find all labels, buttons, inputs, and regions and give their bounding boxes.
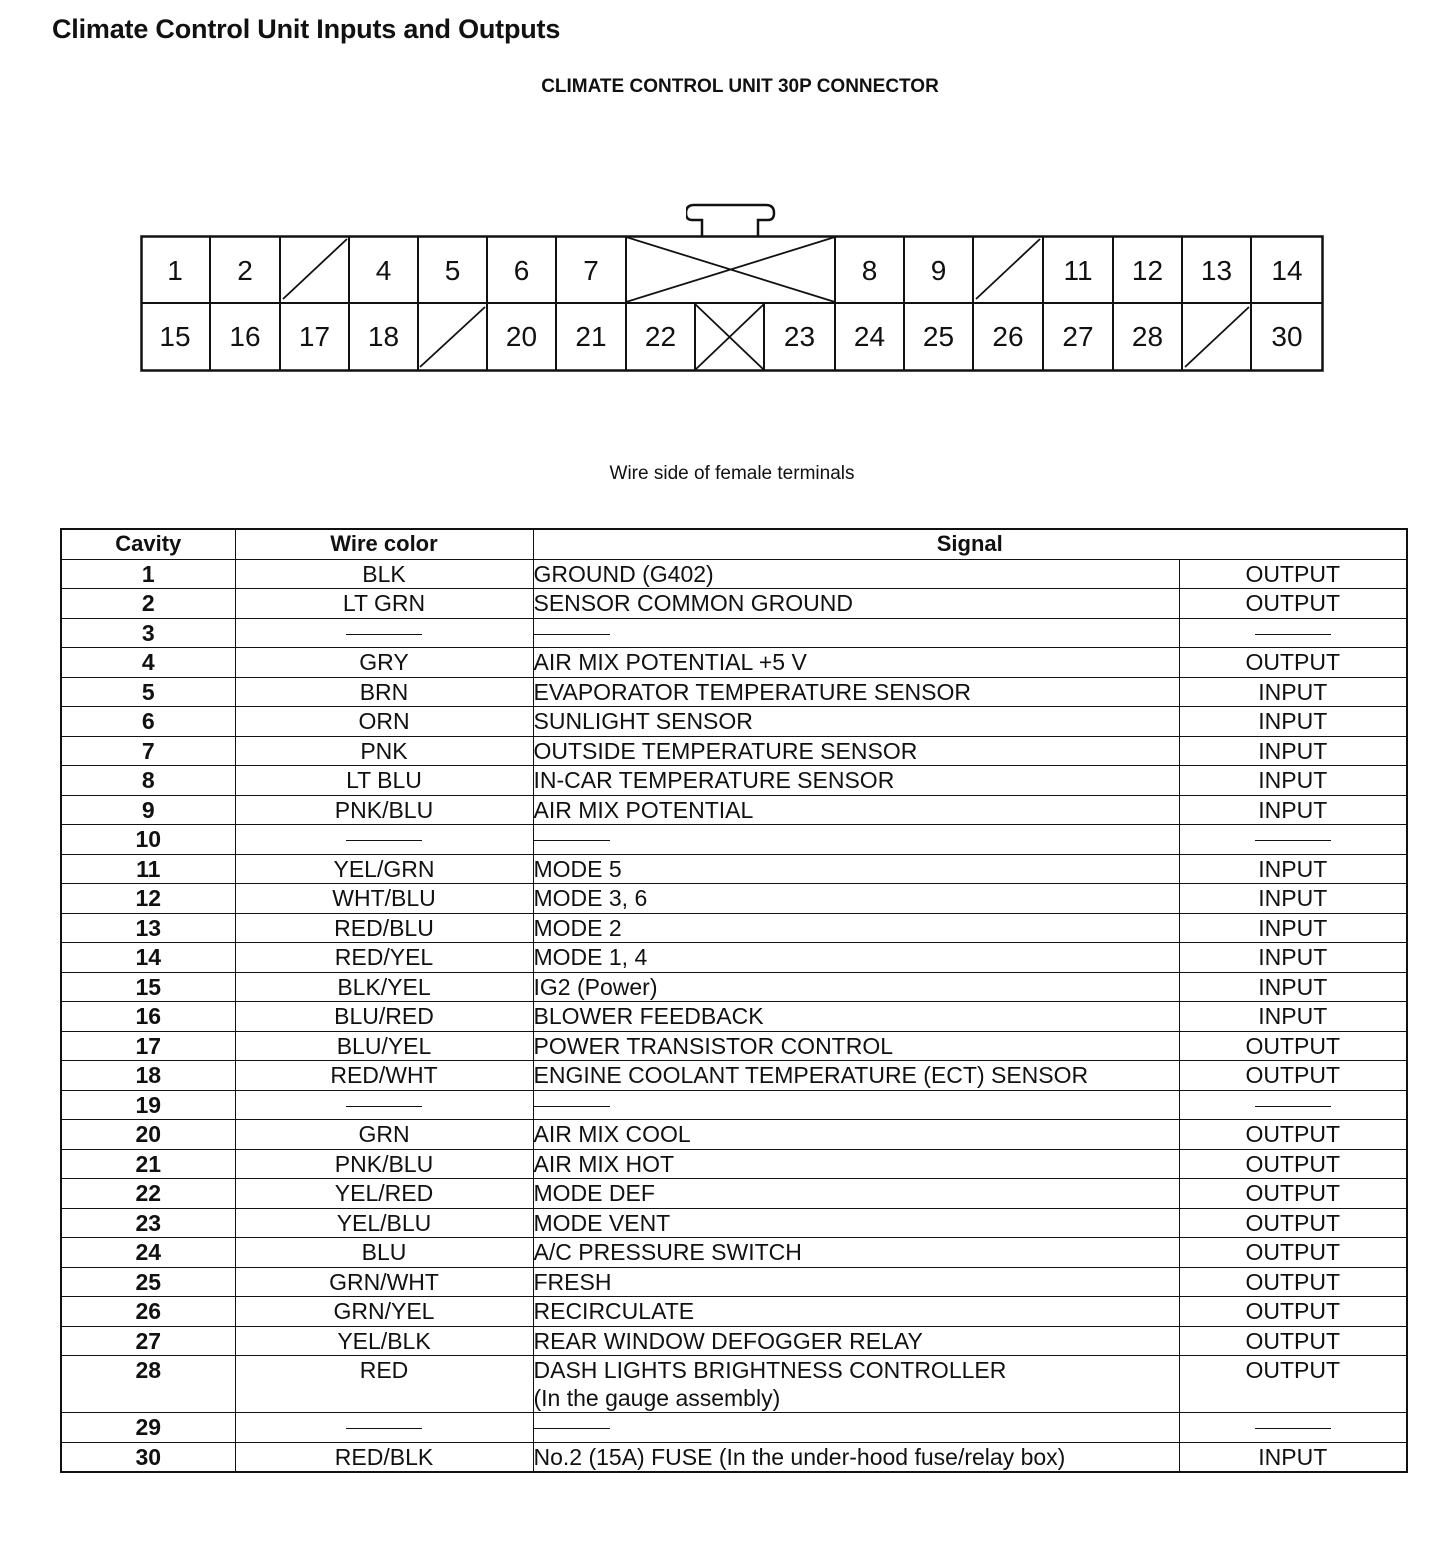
cavity-cell: 30	[61, 1442, 235, 1472]
signal-cell	[533, 1267, 1179, 1297]
signal-text: MODE 5	[533, 855, 622, 882]
cavity-cell: 21	[61, 1149, 235, 1179]
io-cell: OUTPUT	[1179, 1149, 1407, 1179]
cavity-cell: 8	[61, 766, 235, 796]
pin-23: 23	[783, 321, 816, 352]
table-row	[61, 1031, 1407, 1061]
pin-24: 24	[853, 321, 886, 352]
io-cell: OUTPUT	[1179, 559, 1407, 589]
signal-text: No.2 (15A) FUSE (In the under-hood fuse/relay box)	[533, 1443, 1066, 1470]
wire-color-cell: RED/BLU	[235, 913, 533, 943]
io-cell: OUTPUT	[1179, 648, 1407, 678]
pin-13: 13	[1200, 255, 1233, 286]
wire-color-cell: RED/WHT	[235, 1061, 533, 1091]
signal-text: IN-CAR TEMPERATURE SENSOR	[533, 767, 895, 793]
signal-text: POWER TRANSISTOR CONTROL	[533, 1032, 894, 1059]
table-row	[61, 559, 1407, 589]
table-row	[61, 1442, 1407, 1472]
cavity-cell: 12	[61, 884, 235, 914]
pin-7: 7	[583, 255, 599, 286]
header-signal: Signal	[533, 529, 1407, 559]
wire-color-cell: BRN	[235, 677, 533, 707]
cavity-cell: 13	[61, 913, 235, 943]
pin-15: 15	[159, 321, 191, 352]
signal-cell	[533, 884, 1179, 914]
unused-dash	[1255, 840, 1331, 841]
cavity-cell: 24	[61, 1238, 235, 1268]
cavity-cell: 14	[61, 943, 235, 973]
cavity-cell: 22	[61, 1179, 235, 1209]
signal-cell	[533, 707, 1179, 737]
signal-text: SENSOR COMMON GROUND	[533, 590, 853, 616]
pin-26: 26	[992, 321, 1024, 352]
signal-cell	[533, 1179, 1179, 1209]
cavity-cell: 9	[61, 795, 235, 825]
signal-cell	[533, 825, 1179, 855]
signal-text: SUNLIGHT SENSOR	[533, 708, 753, 734]
pin-30: 30	[1271, 321, 1303, 352]
table-row	[61, 1061, 1407, 1091]
wire-color-cell	[235, 825, 533, 855]
pin-6: 6	[513, 255, 530, 286]
cavity-cell: 4	[61, 648, 235, 678]
cavity-cell: 10	[61, 825, 235, 855]
table-row	[61, 618, 1407, 648]
io-cell: INPUT	[1179, 677, 1407, 707]
io-cell: OUTPUT	[1179, 1297, 1407, 1327]
io-cell: OUTPUT	[1179, 589, 1407, 619]
signal-cell	[533, 1442, 1179, 1472]
pin-22: 22	[644, 321, 677, 352]
signal-cell	[533, 618, 1179, 648]
unused-dash	[346, 840, 422, 841]
cavity-cell: 6	[61, 707, 235, 737]
table-row	[61, 943, 1407, 973]
signal-text: GROUND (G402)	[533, 560, 714, 587]
signal-text: MODE VENT	[533, 1209, 671, 1236]
signal-cell	[533, 1238, 1179, 1268]
cavity-cell: 15	[61, 972, 235, 1002]
pin-1: 1	[167, 255, 183, 286]
io-cell: OUTPUT	[1179, 1267, 1407, 1297]
table-row	[61, 1297, 1407, 1327]
io-cell: INPUT	[1179, 1002, 1407, 1032]
cavity-cell: 18	[61, 1061, 235, 1091]
table-row	[61, 1149, 1407, 1179]
io-cell: INPUT	[1179, 1442, 1407, 1472]
signal-cell	[533, 1090, 1179, 1120]
signal-cell	[533, 913, 1179, 943]
io-cell	[1179, 618, 1407, 648]
table-row	[61, 913, 1407, 943]
wire-color-cell: BLK/YEL	[235, 972, 533, 1002]
table-row	[61, 1002, 1407, 1032]
io-cell: INPUT	[1179, 943, 1407, 973]
wire-color-cell: BLK	[235, 559, 533, 589]
io-cell: INPUT	[1179, 972, 1407, 1002]
signal-text: IG2 (Power)	[533, 973, 658, 1000]
io-cell: OUTPUT	[1179, 1031, 1407, 1061]
unused-dash	[534, 634, 610, 635]
wire-color-cell: GRN/YEL	[235, 1297, 533, 1327]
unused-dash	[534, 1106, 610, 1107]
signal-cell	[533, 1149, 1179, 1179]
signal-cell	[533, 1326, 1179, 1356]
unused-dash	[346, 1428, 422, 1429]
signal-text: AIR MIX COOL	[533, 1121, 691, 1147]
signal-cell	[533, 559, 1179, 589]
wire-color-cell: YEL/RED	[235, 1179, 533, 1209]
wire-color-cell	[235, 1413, 533, 1443]
table-row	[61, 825, 1407, 855]
signal-text: AIR MIX POTENTIAL +5 V	[533, 649, 807, 675]
wire-color-cell: RED	[235, 1356, 533, 1413]
wire-color-cell: BLU	[235, 1238, 533, 1268]
table-row	[61, 854, 1407, 884]
table-row	[61, 1238, 1407, 1268]
pin-11: 11	[1063, 255, 1093, 286]
pin-21: 21	[575, 321, 607, 352]
cavity-cell: 26	[61, 1297, 235, 1327]
signal-cell	[533, 766, 1179, 796]
wire-color-cell: GRY	[235, 648, 533, 678]
signal-cell	[533, 589, 1179, 619]
unused-dash	[346, 634, 422, 635]
io-cell: OUTPUT	[1179, 1208, 1407, 1238]
signal-text: REAR WINDOW DEFOGGER RELAY	[533, 1327, 923, 1354]
page-title: Climate Control Unit Inputs and Outputs	[52, 14, 561, 44]
unused-dash	[534, 1428, 610, 1429]
io-cell: INPUT	[1179, 913, 1407, 943]
io-cell	[1179, 825, 1407, 855]
signal-text: OUTSIDE TEMPERATURE SENSOR	[533, 737, 918, 764]
pinout-table-body	[61, 559, 1407, 1472]
signal-text: RECIRCULATE	[533, 1298, 695, 1324]
signal-cell	[533, 795, 1179, 825]
wire-color-cell: WHT/BLU	[235, 884, 533, 914]
connector-caption: Wire side of female terminals	[609, 463, 855, 484]
wire-color-cell: YEL/BLU	[235, 1208, 533, 1238]
table-row	[61, 1120, 1407, 1150]
io-cell	[1179, 1413, 1407, 1443]
unused-dash	[1255, 634, 1331, 635]
pin-28: 28	[1131, 321, 1164, 352]
table-row	[61, 972, 1407, 1002]
wire-color-cell: BLU/RED	[235, 1002, 533, 1032]
pin-25: 25	[922, 321, 955, 352]
cavity-cell: 1	[61, 559, 235, 589]
cavity-cell: 27	[61, 1326, 235, 1356]
header-cavity: Cavity	[61, 529, 235, 559]
signal-cell	[533, 854, 1179, 884]
table-row	[61, 884, 1407, 914]
pin-2: 2	[237, 255, 253, 286]
io-cell: INPUT	[1179, 707, 1407, 737]
io-cell: OUTPUT	[1179, 1326, 1407, 1356]
table-row	[61, 736, 1407, 766]
io-cell: INPUT	[1179, 854, 1407, 884]
table-row	[61, 1413, 1407, 1443]
pin-12: 12	[1131, 255, 1164, 286]
unused-dash	[1255, 1106, 1331, 1107]
signal-cell	[533, 943, 1179, 973]
wire-color-cell: YEL/BLK	[235, 1326, 533, 1356]
signal-text: ENGINE COOLANT TEMPERATURE (ECT) SENSOR	[533, 1062, 1089, 1088]
signal-text-line2: (In the gauge assembly)	[533, 1385, 781, 1411]
table-row	[61, 707, 1407, 737]
io-cell	[1179, 1090, 1407, 1120]
signal-cell	[533, 1356, 1179, 1413]
header-wire-color: Wire color	[235, 529, 533, 559]
cavity-cell: 19	[61, 1090, 235, 1120]
cavity-cell: 5	[61, 677, 235, 707]
table-row	[61, 677, 1407, 707]
signal-text: MODE DEF	[533, 1180, 655, 1206]
io-cell: OUTPUT	[1179, 1356, 1407, 1413]
pin-5: 5	[444, 255, 461, 286]
signal-cell	[533, 1061, 1179, 1091]
signal-text: MODE 1, 4	[533, 944, 648, 970]
table-row	[61, 1326, 1407, 1356]
wire-color-cell	[235, 1090, 533, 1120]
table-row	[61, 648, 1407, 678]
pin-4: 4	[375, 255, 392, 286]
pin-20: 20	[505, 321, 538, 352]
table-row	[61, 1208, 1407, 1238]
wire-color-cell: RED/BLK	[235, 1442, 533, 1472]
signal-text: A/C PRESSURE SWITCH	[533, 1239, 802, 1265]
unused-dash	[534, 840, 610, 841]
signal-text: EVAPORATOR TEMPERATURE SENSOR	[533, 678, 972, 705]
wire-color-cell: LT BLU	[235, 766, 533, 796]
pin-16: 16	[229, 321, 261, 352]
io-cell: OUTPUT	[1179, 1179, 1407, 1209]
signal-text: DASH LIGHTS BRIGHTNESS CONTROLLER	[533, 1357, 1007, 1383]
wire-color-cell: PNK/BLU	[235, 1149, 533, 1179]
pin-27: 27	[1062, 321, 1094, 352]
wire-color-cell: YEL/GRN	[235, 854, 533, 884]
pin-18: 18	[367, 321, 400, 352]
signal-text: MODE 3, 6	[533, 885, 648, 911]
io-cell: INPUT	[1179, 795, 1407, 825]
cavity-cell: 7	[61, 736, 235, 766]
wire-color-cell: GRN	[235, 1120, 533, 1150]
connector-title: CLIMATE CONTROL UNIT 30P CONNECTOR	[541, 76, 939, 97]
pin-14: 14	[1271, 255, 1303, 286]
io-cell: INPUT	[1179, 766, 1407, 796]
wire-color-cell: ORN	[235, 707, 533, 737]
signal-cell	[533, 972, 1179, 1002]
cavity-cell: 25	[61, 1267, 235, 1297]
table-row	[61, 766, 1407, 796]
cavity-cell: 3	[61, 618, 235, 648]
table-row	[61, 795, 1407, 825]
unused-dash	[346, 1106, 422, 1107]
cavity-cell: 29	[61, 1413, 235, 1443]
cavity-cell: 16	[61, 1002, 235, 1032]
signal-text: FRESH	[533, 1268, 612, 1295]
signal-text: MODE 2	[533, 914, 622, 941]
io-cell: OUTPUT	[1179, 1120, 1407, 1150]
cavity-cell: 2	[61, 589, 235, 619]
pin-17: 17	[298, 321, 331, 352]
wire-color-cell: LT GRN	[235, 589, 533, 619]
signal-text: AIR MIX HOT	[533, 1150, 675, 1177]
io-cell: INPUT	[1179, 884, 1407, 914]
wire-color-cell: BLU/YEL	[235, 1031, 533, 1061]
wire-color-cell: GRN/WHT	[235, 1267, 533, 1297]
wire-color-cell: PNK	[235, 736, 533, 766]
cavity-cell: 17	[61, 1031, 235, 1061]
table-row	[61, 1179, 1407, 1209]
io-cell: OUTPUT	[1179, 1061, 1407, 1091]
wire-color-cell: RED/YEL	[235, 943, 533, 973]
table-row	[61, 1356, 1407, 1413]
table-header-row	[61, 529, 1407, 559]
cavity-cell: 11	[61, 854, 235, 884]
signal-cell	[533, 648, 1179, 678]
wire-color-cell: PNK/BLU	[235, 795, 533, 825]
signal-cell	[533, 736, 1179, 766]
signal-cell	[533, 1297, 1179, 1327]
wire-color-cell	[235, 618, 533, 648]
pin-9: 9	[930, 255, 947, 286]
signal-text: BLOWER FEEDBACK	[533, 1003, 764, 1029]
signal-cell	[533, 1120, 1179, 1150]
signal-cell	[533, 1208, 1179, 1238]
table-row	[61, 1090, 1407, 1120]
signal-cell	[533, 1031, 1179, 1061]
connector-lock-tab	[686, 203, 778, 239]
signal-cell	[533, 1413, 1179, 1443]
io-cell: OUTPUT	[1179, 1238, 1407, 1268]
signal-text: AIR MIX POTENTIAL	[533, 796, 754, 823]
signal-cell	[533, 677, 1179, 707]
pin-8: 8	[861, 255, 878, 286]
table-row	[61, 589, 1407, 619]
cavity-cell: 28	[61, 1356, 235, 1413]
io-cell: INPUT	[1179, 736, 1407, 766]
pinout-table	[60, 528, 1408, 1473]
signal-cell	[533, 1002, 1179, 1032]
cavity-cell: 23	[61, 1208, 235, 1238]
unused-dash	[1255, 1428, 1331, 1429]
cavity-cell: 20	[61, 1120, 235, 1150]
table-row	[61, 1267, 1407, 1297]
